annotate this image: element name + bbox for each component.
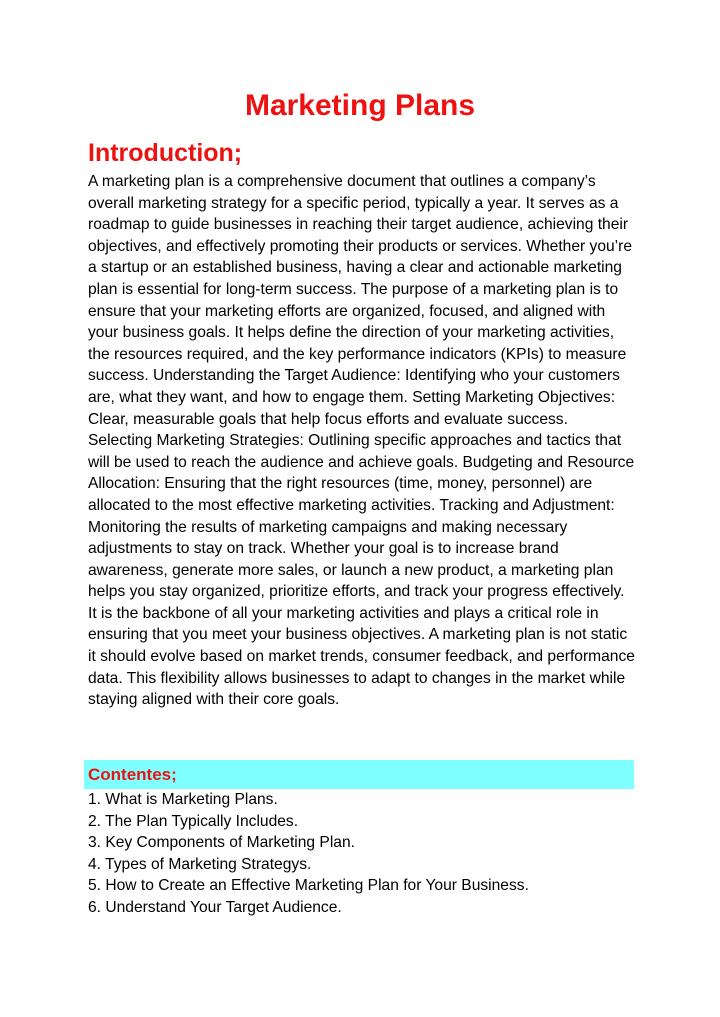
- introduction-heading: Introduction;: [88, 139, 243, 167]
- contents-item-2: 2. The Plan Typically Includes.: [88, 812, 299, 830]
- contents-item-1: 1. What is Marketing Plans.: [88, 791, 278, 808]
- contents-heading: Contentes;: [88, 765, 177, 784]
- contents-heading-bar: [84, 760, 634, 789]
- introduction-paragraph: A marketing plan is a comprehensive document that outlines a company’s overall marketing strategy for a specific period, typically a year. It serves as a roadmap to guide businesses in reaching their target audience, achieving their objectives, and effectively promoting their products or services. Whether you’re a startup or an established business, having a clear and actionable marketing plan is essential for long-term success. The purpose of a marketing plan is to ensure that your marketing efforts are organized, focused, and aligned with your business goals. It helps define the direction of your marketing activities, the resources required, and the key performance indicators (KPIs) to measure success. Understanding the Target Audience: Identifying who your customers are, what they want, and how to engage them. Setting Marketing Objectives: Clear, measurable goals that help focus efforts and evaluate success. Selecting Marketing Strategies: Outlining specific approaches and tactics that will be used to reach the audience and achieve goals. Budgeting and Resource Allocation: Ensuring that the right resources (time, money, personnel) are allocated to the most effective marketing activities. Tracking and Adjustment: Monitoring the results of marketing campaigns and making necessary adjustments to stay on track. Whether your goal is to increase brand awareness, generate more sales, or launch a new product, a marketing plan helps you stay organized, prioritize efforts, and track your progress effectively. It is the backbone of all your marketing activities and plays a critical role in ensuring that you meet your business objectives. A marketing plan is not static it should evolve based on market trends, consumer feedback, and performance data. This flexibility allows businesses to adapt to changes in the market while staying aligned with their core goals.: [88, 173, 635, 709]
- contents-item-4: 4. Types of Marketing Strategys.: [88, 855, 312, 873]
- contents-item-5: 5. How to Create an Effective Marketing Plan for Your Business.: [88, 877, 529, 895]
- contents-item-6: 6. Understand Your Target Audience.: [88, 898, 342, 916]
- contents-item-3: 3. Key Components of Marketing Plan.: [88, 834, 355, 852]
- document-title: Marketing Plans: [244, 89, 476, 122]
- contents-list: [88, 789, 636, 919]
